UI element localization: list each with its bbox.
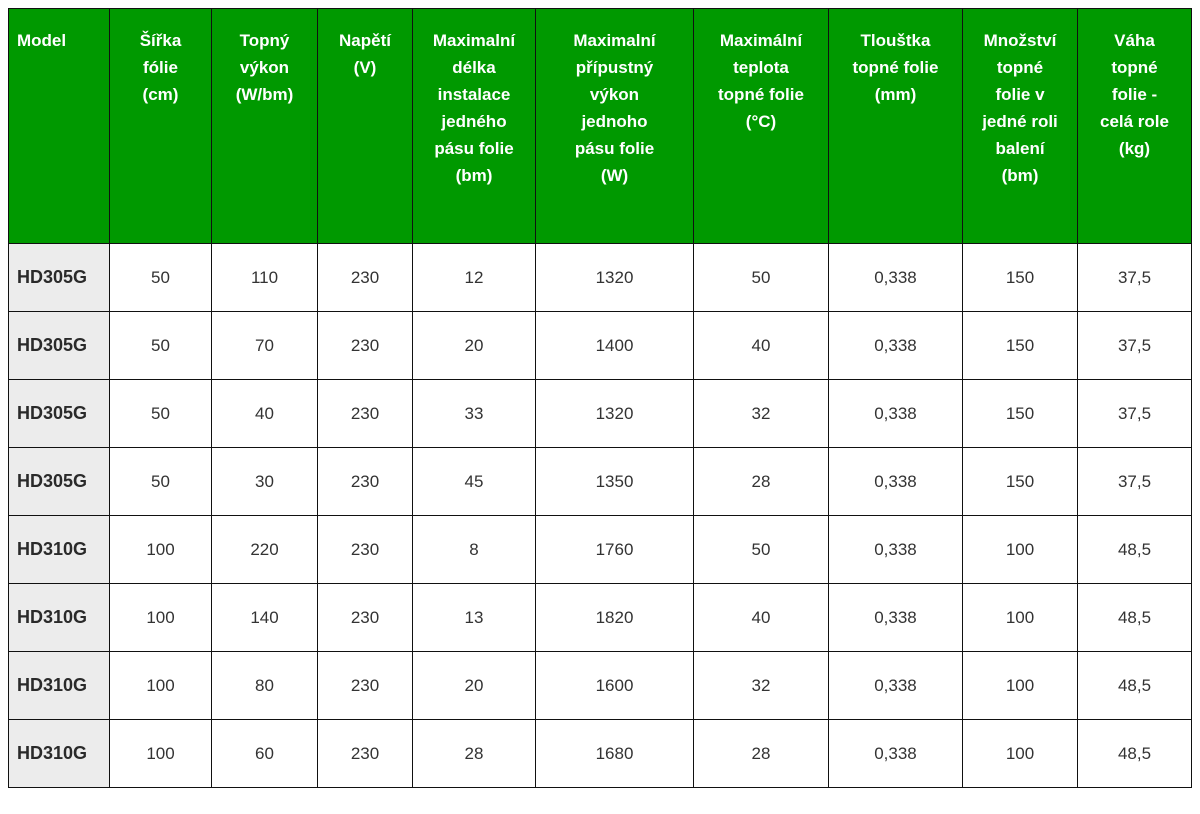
cell-roll-quantity: 150 <box>963 380 1078 448</box>
header-line: topné folie <box>852 58 939 77</box>
table-row <box>9 244 1192 312</box>
header-line: Maximální <box>719 31 803 50</box>
table-row <box>9 720 1192 788</box>
cell-max-length: 12 <box>413 244 536 312</box>
header-line: přípustný <box>575 58 654 77</box>
cell-thickness: 0,338 <box>829 244 963 312</box>
header-line: (bm) <box>455 166 493 185</box>
header-line: topné folie <box>718 85 804 104</box>
header-line: balení <box>995 139 1045 158</box>
cell-max-temperature: 40 <box>694 584 829 652</box>
header-line: folie - <box>1111 85 1158 104</box>
header-line: instalace <box>437 85 511 104</box>
cell-model: HD305G <box>9 312 110 380</box>
cell-model: HD305G <box>9 380 110 448</box>
cell-width: 50 <box>110 448 212 516</box>
header-line: (kg) <box>1118 139 1151 158</box>
cell-max-power: 1600 <box>536 652 694 720</box>
spec-table-container <box>8 8 1191 788</box>
col-header-max-temperature <box>694 9 829 244</box>
cell-heating-power: 40 <box>212 380 318 448</box>
cell-roll-weight: 48,5 <box>1078 652 1192 720</box>
header-line: Napětí <box>339 31 391 50</box>
cell-roll-weight: 48,5 <box>1078 516 1192 584</box>
col-header-roll-weight <box>1078 9 1192 244</box>
cell-max-power: 1760 <box>536 516 694 584</box>
header-line: (W/bm) <box>235 85 294 104</box>
col-header-width <box>110 9 212 244</box>
cell-voltage: 230 <box>318 720 413 788</box>
cell-voltage: 230 <box>318 312 413 380</box>
header-line: celá role <box>1100 112 1169 131</box>
cell-thickness: 0,338 <box>829 312 963 380</box>
cell-width: 50 <box>110 380 212 448</box>
cell-roll-quantity: 100 <box>963 584 1078 652</box>
header-line: Maximalní <box>573 31 656 50</box>
header-line: pásu folie <box>574 139 655 158</box>
header-line: folie v <box>995 85 1045 104</box>
header-line: jedné roli <box>982 112 1058 131</box>
cell-max-length: 20 <box>413 312 536 380</box>
col-header-roll-quantity <box>963 9 1078 244</box>
header-line: výkon <box>589 85 640 104</box>
cell-width: 50 <box>110 312 212 380</box>
header-line: Tlouštka <box>860 31 931 50</box>
header-line: fólie <box>143 58 178 77</box>
cell-voltage: 230 <box>318 584 413 652</box>
cell-max-temperature: 50 <box>694 244 829 312</box>
cell-voltage: 230 <box>318 244 413 312</box>
header-line: jednoho <box>581 112 648 131</box>
cell-voltage: 230 <box>318 380 413 448</box>
heating-foil-spec-table <box>8 8 1192 788</box>
cell-heating-power: 60 <box>212 720 318 788</box>
cell-heating-power: 80 <box>212 652 318 720</box>
cell-max-power: 1350 <box>536 448 694 516</box>
cell-max-length: 28 <box>413 720 536 788</box>
cell-max-power: 1400 <box>536 312 694 380</box>
cell-max-temperature: 28 <box>694 448 829 516</box>
header-line: (°C) <box>745 112 777 131</box>
cell-roll-quantity: 150 <box>963 448 1078 516</box>
cell-voltage: 230 <box>318 652 413 720</box>
cell-width: 100 <box>110 516 212 584</box>
col-header-heating-power <box>212 9 318 244</box>
cell-roll-weight: 37,5 <box>1078 312 1192 380</box>
header-line: Model <box>17 31 67 50</box>
cell-thickness: 0,338 <box>829 516 963 584</box>
header-line: Váha <box>1114 31 1155 50</box>
cell-roll-quantity: 100 <box>963 652 1078 720</box>
cell-thickness: 0,338 <box>829 448 963 516</box>
cell-model: HD310G <box>9 652 110 720</box>
cell-max-length: 45 <box>413 448 536 516</box>
table-row <box>9 516 1192 584</box>
table-row <box>9 448 1192 516</box>
cell-max-length: 13 <box>413 584 536 652</box>
cell-width: 50 <box>110 244 212 312</box>
cell-thickness: 0,338 <box>829 720 963 788</box>
cell-max-power: 1320 <box>536 380 694 448</box>
cell-model: HD305G <box>9 244 110 312</box>
cell-roll-quantity: 150 <box>963 312 1078 380</box>
cell-thickness: 0,338 <box>829 380 963 448</box>
header-line: jedného <box>441 112 507 131</box>
cell-max-temperature: 32 <box>694 380 829 448</box>
header-row <box>9 9 1192 244</box>
cell-roll-quantity: 100 <box>963 720 1078 788</box>
table-row <box>9 312 1192 380</box>
cell-max-power: 1320 <box>536 244 694 312</box>
cell-max-power: 1680 <box>536 720 694 788</box>
cell-model: HD310G <box>9 584 110 652</box>
cell-width: 100 <box>110 584 212 652</box>
cell-model: HD310G <box>9 720 110 788</box>
cell-thickness: 0,338 <box>829 652 963 720</box>
header-line: (W) <box>600 166 629 185</box>
cell-voltage: 230 <box>318 448 413 516</box>
cell-width: 100 <box>110 652 212 720</box>
col-header-voltage <box>318 9 413 244</box>
header-line: (bm) <box>1001 166 1039 185</box>
cell-model: HD305G <box>9 448 110 516</box>
cell-max-power: 1820 <box>536 584 694 652</box>
cell-roll-weight: 37,5 <box>1078 448 1192 516</box>
header-line: Množství <box>983 31 1057 50</box>
cell-thickness: 0,338 <box>829 584 963 652</box>
cell-heating-power: 110 <box>212 244 318 312</box>
header-line: pásu folie <box>434 139 514 158</box>
header-line: (V) <box>353 58 377 77</box>
cell-model: HD310G <box>9 516 110 584</box>
header-line: teplota <box>733 58 789 77</box>
cell-roll-quantity: 100 <box>963 516 1078 584</box>
table-body <box>9 244 1192 788</box>
header-line: délka <box>452 58 496 77</box>
cell-voltage: 230 <box>318 516 413 584</box>
header-line: (mm) <box>874 85 917 104</box>
cell-roll-quantity: 150 <box>963 244 1078 312</box>
cell-heating-power: 220 <box>212 516 318 584</box>
cell-heating-power: 70 <box>212 312 318 380</box>
table-row <box>9 652 1192 720</box>
header-line: výkon <box>239 58 290 77</box>
cell-max-temperature: 32 <box>694 652 829 720</box>
cell-width: 100 <box>110 720 212 788</box>
cell-max-temperature: 50 <box>694 516 829 584</box>
cell-roll-weight: 37,5 <box>1078 244 1192 312</box>
table-row <box>9 584 1192 652</box>
col-header-model <box>9 9 110 244</box>
cell-roll-weight: 48,5 <box>1078 720 1192 788</box>
header-line: Šířka <box>139 31 182 50</box>
col-header-thickness <box>829 9 963 244</box>
header-line: Maximalní <box>432 31 516 50</box>
cell-max-length: 20 <box>413 652 536 720</box>
cell-heating-power: 140 <box>212 584 318 652</box>
cell-heating-power: 30 <box>212 448 318 516</box>
header-line: topné <box>996 58 1044 77</box>
cell-max-temperature: 40 <box>694 312 829 380</box>
cell-max-length: 8 <box>413 516 536 584</box>
cell-roll-weight: 37,5 <box>1078 380 1192 448</box>
header-line: (cm) <box>142 85 179 104</box>
cell-max-length: 33 <box>413 380 536 448</box>
cell-max-temperature: 28 <box>694 720 829 788</box>
header-line: Topný <box>239 31 290 50</box>
header-line: topné <box>1111 58 1158 77</box>
table-row <box>9 380 1192 448</box>
col-header-max-power <box>536 9 694 244</box>
cell-roll-weight: 48,5 <box>1078 584 1192 652</box>
col-header-max-length <box>413 9 536 244</box>
